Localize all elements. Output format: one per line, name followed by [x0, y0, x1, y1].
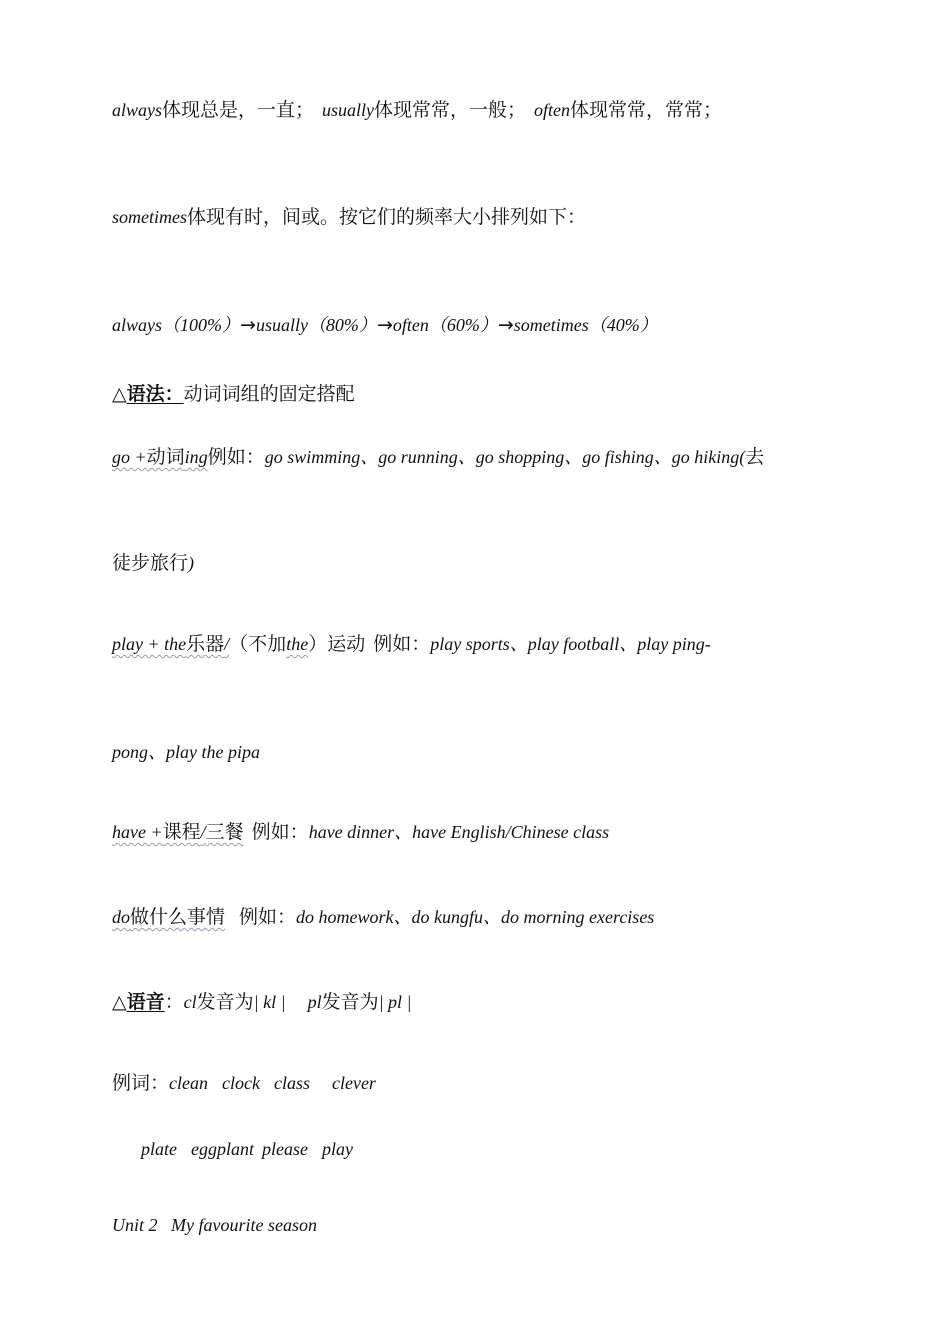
- example-word: class: [273, 1073, 310, 1093]
- triangle-icon: △: [112, 991, 127, 1013]
- phonics-label: 语音: [126, 991, 165, 1013]
- example-word: clock: [222, 1073, 260, 1093]
- rule-have-meals: 三餐: [205, 821, 244, 843]
- example-word: clever: [331, 1073, 376, 1093]
- freq-word-often: often: [392, 315, 429, 335]
- word-always: always: [112, 100, 163, 120]
- phonics-pl-ipa: | pl |: [378, 992, 412, 1012]
- definition-often: 体现常常，常常；: [570, 99, 723, 121]
- rule-go-ing: [112, 445, 764, 469]
- rule-play-slash: /: [224, 634, 230, 654]
- freq-word-sometimes: sometimes: [513, 315, 589, 335]
- hiking-translation: 徒步旅行: [112, 552, 189, 574]
- word-usually: usually: [322, 100, 375, 120]
- example-word: eggplant: [191, 1139, 254, 1159]
- rule-do-examples: do homework、do kungfu、do morning exercises: [296, 907, 655, 927]
- example-word: clean: [169, 1073, 208, 1093]
- rule-play-examples: play sports、play football、play ping-: [430, 634, 711, 654]
- arrow-icon: →: [497, 314, 514, 336]
- phonics-heading: [112, 990, 412, 1014]
- adverb-definitions-line-2: [112, 205, 586, 229]
- grammar-title: 动词词组的固定搭配: [183, 383, 355, 405]
- grammar-heading: [112, 382, 355, 406]
- example-label: 例如：: [373, 633, 431, 655]
- phonics-cl: cl: [183, 992, 197, 1012]
- example-word: plate: [141, 1139, 177, 1159]
- phonics-sound-label: 发音为: [321, 991, 379, 1013]
- rule-play-head: play + the: [112, 634, 187, 654]
- rule-play-continued: [112, 740, 260, 764]
- word-sometimes: sometimes: [112, 207, 187, 227]
- grammar-label: 语法：: [126, 383, 184, 405]
- freq-word-always: always: [112, 315, 163, 335]
- phonics-colon: ：: [164, 991, 184, 1013]
- rule-go-head-ing: ing: [184, 447, 208, 467]
- example-words-label: 例词：: [112, 1072, 170, 1094]
- example-words-pl: [141, 1137, 353, 1161]
- rule-have: [112, 820, 609, 844]
- rule-play-sport: ）运动: [308, 633, 366, 655]
- arrow-icon: →: [240, 314, 256, 336]
- example-label: 例如：: [251, 821, 309, 843]
- definition-usually: 体现常常，一般；: [374, 99, 527, 121]
- freq-percent-sometimes: （40%）: [588, 315, 658, 335]
- triangle-icon: △: [112, 383, 127, 405]
- rule-have-head: have +: [112, 822, 163, 842]
- rule-go-head: go +: [112, 447, 147, 467]
- example-word: play: [321, 1139, 353, 1159]
- rule-play-examples-cont: pong、play the pipa: [112, 742, 260, 762]
- arrow-icon: →: [376, 314, 393, 336]
- example-words-cl: [112, 1071, 376, 1095]
- rule-go-ing-continued: [112, 551, 194, 575]
- freq-percent-always: （100%）: [162, 315, 241, 335]
- freq-percent-often: （60%）: [428, 315, 498, 335]
- rule-do: [112, 905, 654, 929]
- example-word: please: [262, 1139, 308, 1159]
- freq-word-usually: usually: [255, 315, 308, 335]
- unit-title: Unit 2 My favourite season: [112, 1215, 317, 1235]
- rule-do-head: do: [112, 907, 130, 927]
- example-label: 例如：: [239, 906, 297, 928]
- rule-have-examples: have dinner、have English/Chinese class: [308, 822, 610, 842]
- definition-always: 体现总是，一直；: [162, 99, 315, 121]
- rule-play-paren-open: （不加: [229, 633, 287, 655]
- unit-heading: [112, 1213, 317, 1237]
- rule-go-tail: 去: [745, 446, 765, 468]
- phonics-cl-ipa: | kl |: [253, 992, 286, 1012]
- phonics-pl: pl: [307, 992, 322, 1012]
- rule-have-slash: /: [200, 822, 206, 842]
- rule-do-thing: 做什么事情: [130, 906, 226, 928]
- rule-play-instrument: 乐器: [186, 633, 225, 655]
- phonics-sound-label: 发音为: [196, 991, 254, 1013]
- rule-play: [112, 632, 711, 656]
- example-label: 例如：: [207, 446, 265, 468]
- definition-sometimes: 体现有时，间或。按它们的频率大小排列如下：: [187, 206, 587, 228]
- adverb-definitions-line-1: [112, 98, 722, 122]
- rule-have-course: 课程: [162, 821, 201, 843]
- freq-percent-usually: （80%）: [307, 315, 377, 335]
- rule-go-head-zh: 动词: [146, 446, 185, 468]
- word-often: often: [534, 100, 571, 120]
- frequency-order-line: [112, 313, 658, 337]
- close-paren: ): [188, 553, 195, 573]
- rule-go-examples: go swimming、go running、go shopping、go fishing、go hiking(: [264, 447, 746, 467]
- rule-play-the: the: [286, 634, 309, 654]
